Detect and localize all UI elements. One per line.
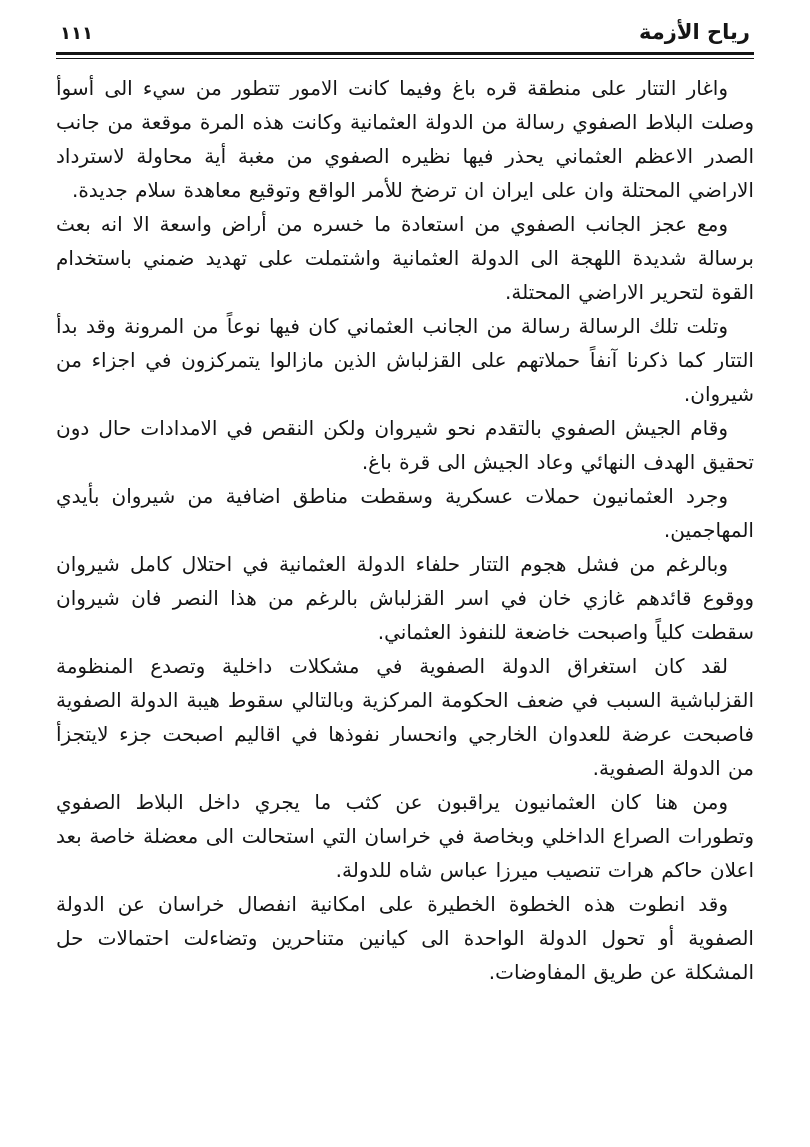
- body-paragraph: وتلت تلك الرسالة رسالة من الجانب العثماني كان فيها نوعاً من المرونة وقد بدأ التتار كما ذكرنا آنفاً حملاتهم على القزلباش الذين مازالوا يتمركزون في اجزاء من شيروان.: [56, 314, 754, 406]
- page-body: [56, 71, 754, 989]
- body-paragraph: ومن هنا كان العثمانيون يراقبون عن كثب ما يجري داخل البلاط الصفوي وتطورات الصراع الداخلي وبخاصة في خراسان التي استحالت الى معضلة خاصة بعد اعلان حاكم هرات تنصيب ميرزا عباس شاه للدولة.: [56, 790, 754, 882]
- body-paragraph: وبالرغم من فشل هجوم التتار حلفاء الدولة العثمانية في احتلال كامل شيروان ووقوع قائدهم غازي خان في اسر القزلباش بالرغم من هذا النصر فان شيروان سقطت كلياً واصبحت خاضعة للنفوذ العثماني.: [56, 552, 754, 644]
- body-paragraph: وجرد العثمانيون حملات عسكرية وسقطت مناطق اضافية من شيروان بأيدي المهاجمين.: [56, 484, 754, 542]
- body-paragraph: واغار التتار على منطقة قره باغ وفيما كانت الامور تتطور من سيء الى أسوأ وصلت البلاط الصفوي رسالة من الدولة العثمانية وكانت هذه المرة موقعة من جانب الصدر الاعظم العثماني يحذر فيها نظيره الصفوي من مغبة أية محاولة لاسترداد الاراضي المحتلة وان على ايران ان ترضخ للأمر الواقع وتوقيع معاهدة سلام جديدة.: [56, 76, 754, 202]
- page-number: ١١١: [60, 23, 93, 44]
- body-paragraph: ومع عجز الجانب الصفوي من استعادة ما خسره من أراض واسعة الا انه بعث برسالة شديدة اللهجة الى الدولة العثمانية واشتملت على تهديد ضمني باستخدام القوة لتحرير الاراضي المحتلة.: [56, 212, 754, 304]
- body-paragraph: لقد كان استغراق الدولة الصفوية في مشكلات داخلية وتصدع المنظومة القزلباشية السبب في ضعف الحكومة المركزية وبالتالي سقوط هيبة الدولة الصفوية فاصبحت عرضة للعدوان الخارجي وانحسار نفوذها في اقاليم اصبحت جزء لايتجزأ من الدولة الصفوية.: [56, 654, 754, 780]
- page-header: [56, 20, 754, 52]
- body-paragraph: وقام الجيش الصفوي بالتقدم نحو شيروان ولكن النقص في الامدادات حال دون تحقيق الهدف النهائي وعاد الجيش الى قرة باغ.: [56, 416, 754, 474]
- header-rule: [56, 52, 754, 59]
- book-title: رياح الأزمة: [639, 20, 750, 44]
- body-paragraph: وقد انطوت هذه الخطوة الخطيرة على امكانية انفصال خراسان عن الدولة الصفوية أو تحول الدولة الواحدة الى كيانين متناحرين وتضاءلت احتمالات حل المشكلة عن طريق المفاوضات.: [56, 892, 754, 984]
